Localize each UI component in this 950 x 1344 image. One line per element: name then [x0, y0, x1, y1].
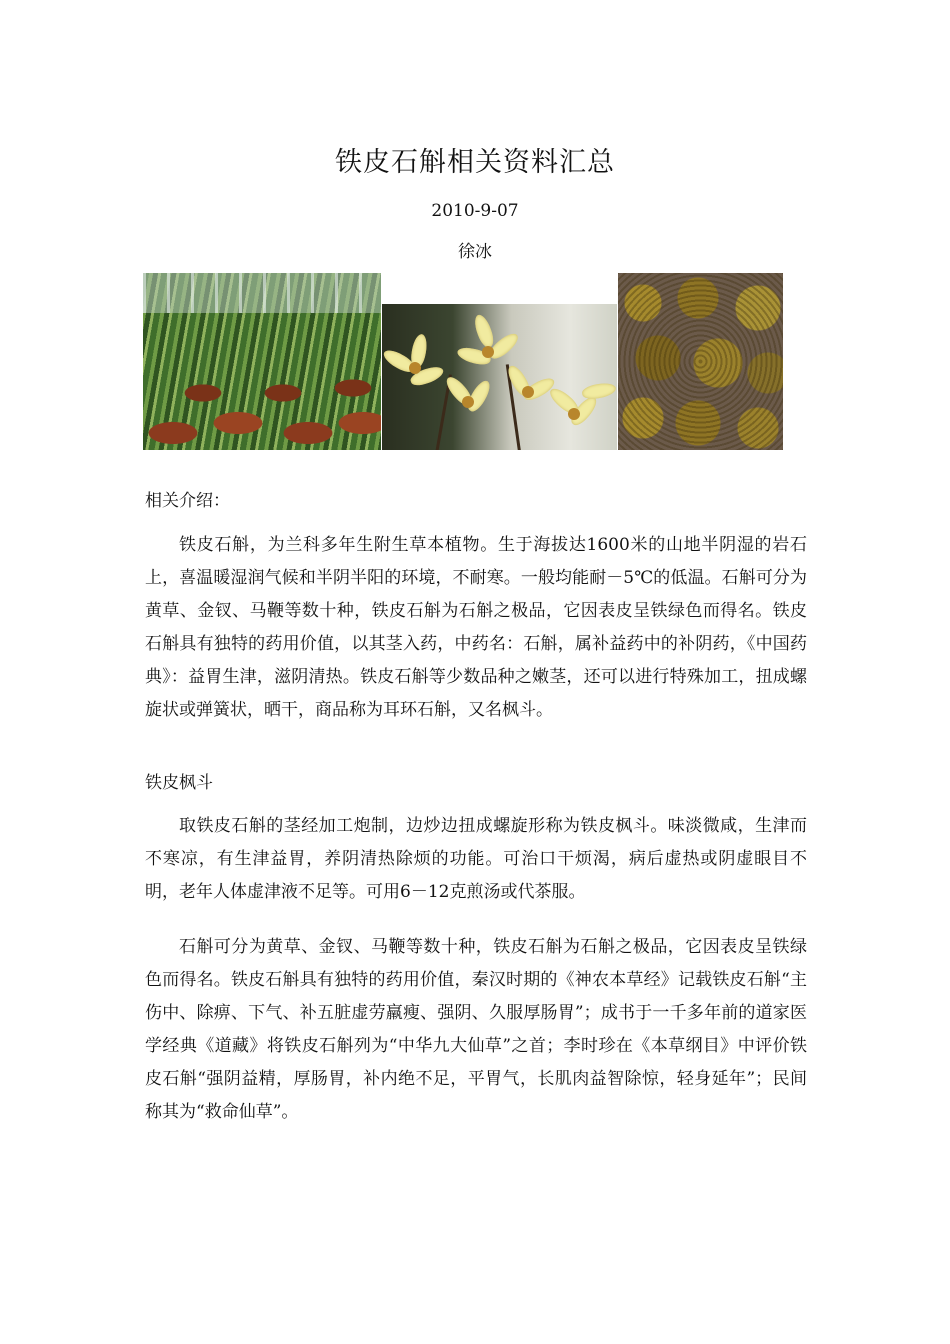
- fengdou-heading: 铁皮枫斗: [145, 773, 213, 793]
- dendrobium-flowers-photo: [382, 304, 617, 450]
- flower-petal: [472, 313, 497, 350]
- intro-heading: 相关介绍：: [145, 491, 230, 511]
- fengdou-paragraph: 取铁皮石斛的茎经加工炮制，边炒边扭成螺旋形称为铁皮枫斗。味淡微咸，生津而不寒凉，有生津益胃，养阴清热除烦的功能。可治口干烦渴，病后虚热或阴虚眼目不明，老年人体虚津液不足等。可用6－12克煎汤或代茶服。: [145, 816, 807, 902]
- flower-lip: [409, 362, 421, 374]
- flower-petal: [581, 381, 617, 401]
- history-paragraph: 石斛可分为黄草、金钗、马鞭等数十种，铁皮石斛为石斛之极品，它因表皮呈铁绿色而得名。铁皮石斛具有独特的药用价值，秦汉时期的《神农本草经》记载铁皮石斛“主伤中、除痹、下气、补五脏虚劳羸瘦、强阴、久服厚肠胃”；成书于一千多年前的道家医学经典《道藏》将铁皮石斛列为“中华九大仙草”之首；李时珍在《本草纲目》中评价铁皮石斛“强阴益精，厚肠胃，补内绝不足，平胃气，长肌肉益智除惊，轻身延年”；民间称其为“救命仙草”。: [145, 937, 807, 1122]
- flower-lip: [568, 408, 580, 420]
- document-author: 徐冰: [458, 242, 492, 262]
- intro-paragraph: 铁皮石斛，为兰科多年生附生草本植物。生于海拔达1600米的山地半阴湿的岩石上，喜温暖湿润气候和半阴半阳的环境，不耐寒。一般均能耐－5℃的低温。石斛可分为黄草、金钗、马鞭等数十种，铁皮石斛为石斛之极品，它因表皮呈铁绿色而得名。铁皮石斛具有独特的药用价值，以其茎入药，中药名：石斛，属补益药中的补阴药，《中国药典》：益胃生津，滋阴清热。铁皮石斛等少数品种之嫩茎，还可以进行特殊加工，扭成螺旋状或弹簧状，晒干，商品称为耳环石斛，又名枫斗。: [145, 535, 807, 720]
- dried-fengdou-photo: [618, 273, 783, 450]
- document-date: 2010-9-07: [431, 201, 519, 221]
- document-title: 铁皮石斛相关资料汇总: [335, 147, 615, 178]
- nursery-plants-photo: [143, 273, 381, 450]
- flower-lip: [462, 396, 474, 408]
- flower-lip: [522, 386, 534, 398]
- flower-lip: [482, 346, 494, 358]
